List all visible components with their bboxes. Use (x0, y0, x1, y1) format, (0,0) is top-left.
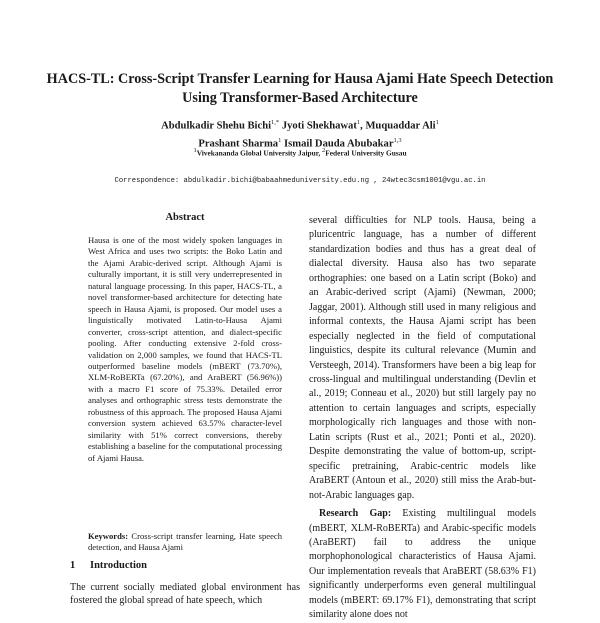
author-name: Abdulkadir Shehu Bichi (161, 120, 272, 132)
keywords-text: Cross-script transfer learning, Hate speech detection, and Hausa Ajami (88, 531, 283, 553)
right-column (309, 214, 536, 623)
affiliations: $^1$Vivekananda Global University Jaipur, $^2$Federal University Gusau (193, 147, 407, 158)
research-gap-text: Existing multilingual models (mBERT, XLM-RoBERTa) and Arabic-specific models (AraBERT) fail to address the unique morphophonological characteristics of Hausa Ajami. Our implementation reveals that AraBERT (58.63% F1) significantly underperforms even general multilingual models (mBERT: 69.17% F1), demonstrating that script similarity alone does not (309, 508, 537, 621)
keywords-label: Keywords: (88, 531, 129, 541)
section-title: Introduction (90, 560, 147, 571)
author-name: Ismail Dauda Abubakar (284, 138, 394, 150)
body-paragraph: several difficulties for NLP tools. Hausa, being a pluricentric language, has a number of different standardization bodies and thus has a great deal of dialectal diversity. Hausa also has two separate orthographies: one based on a Latin script (Boko) and an Arabic-derived script (Ajami) (Newman, 2000; Jaggar, 2001). Although still used in many religious and informal contexts, the Hausa Ajami script has been especially neglected in the field of computational linguistics, despite its cultural relevance (Mumin and Versteegh, 2014). Transformers have been a big leap for cross-lingual and multilingual understanding (Devlin et al., 2019; Conneau et al., 2020) but still largely pay no attention to certain languages and scripts, especially morphologically rich languages and those with non-Latin scripts (Rust et al., 2021; Ponti et al., 2020). Despite demonstrating the value of bottom-up, script-specific pretraining, Arabic-centric models like AraBERT (Antoun et al., 2020) still miss the Arab-but-not-Arabic languages gap. (309, 215, 536, 501)
abstract-heading: Abstract (165, 212, 205, 223)
keywords (88, 531, 282, 554)
abstract-text: Hausa is one of the most widely spoken languages in West Africa and uses two scripts: the Boko Latin and the Ajami Arabic-derived script. Although Ajami is culturally important, it is still very underrepresented in natural language processing. In this paper, HACS-TL, a novel transformer-based architecture for detecting hate speech in Hausa Ajami, is proposed. Our model uses a linguistically motivated Latin-to-Hausa Ajami converter, cross-script attention, and dialect-specific pooling. After conducting extensive 2-fold cross-validation on 2,000 samples, we found that HACS-TL outperformed baseline models (mBERT (73.70%), XLM-RoBERTa (67.20%), and AraBERT (56.96%)) with a macro F1 score of 75.33%. Detailed error analyses and orthographic stress tests demonstrate the robustness of this approach. The proposed Hausa Ajami conversion system achieved 63.57% character-level similarity with 51% correct conversions, thereby establishing a baseline for the computational processing of Ajami Hausa. (88, 235, 282, 463)
author-line-1: Abdulkadir Shehu Bichi$^{1,*}$ Jyoti Shekhawat$^1$, Muquaddar Ali$^1$ (161, 119, 439, 132)
paper-title: HACS-TL: Cross-Script Transfer Learning for Hausa Ajami Hate Speech Detection Using Transformer-Based Architecture (46, 71, 554, 106)
introduction-text: The current socially mediated global environment has fostered the global spread of hate speech, which (70, 582, 300, 607)
author-affiliation-mark: 1 (356, 119, 361, 126)
correspondence: Correspondence: abdulkadir.bichi@babaahmeduniversity.edu.ng , 24wtec3csm1001@vgu.ac.in (114, 177, 486, 185)
author-affiliation-mark: 1 (435, 119, 439, 126)
author-name: Muquaddar Ali (365, 120, 436, 132)
research-gap-paragraph (309, 507, 536, 623)
author-name: Jyoti Shekhawat (281, 120, 357, 132)
research-gap-label: Research Gap: (319, 508, 392, 520)
author-name: Prashant Sharma (198, 138, 279, 150)
author-affiliation-mark: 1,* (271, 119, 280, 126)
author-affiliation-mark: 1 (278, 136, 282, 144)
section-number: 1 (70, 560, 76, 571)
author-affiliation-mark: 1,3 (393, 136, 402, 144)
section-heading-introduction (70, 560, 300, 571)
